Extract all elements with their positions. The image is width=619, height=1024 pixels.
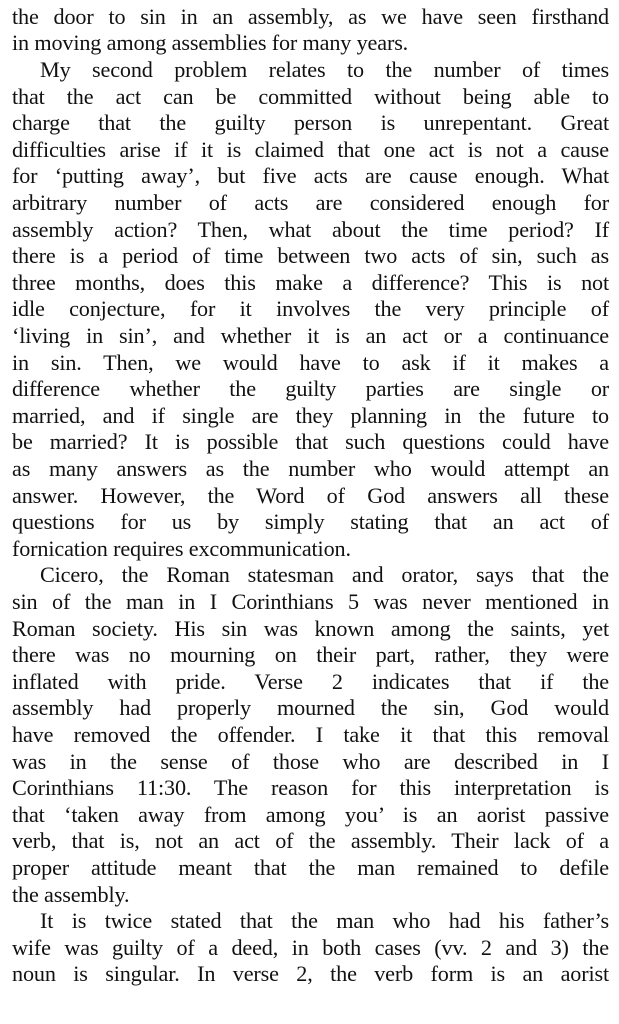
text-line: the assembly.: [12, 882, 130, 907]
text-line: fornication requires excommunication.: [12, 536, 351, 561]
text-line: charge that the guilty person is unrepentant. Great: [12, 110, 609, 135]
text-line: be married? It is possible that such questions could have: [12, 429, 609, 454]
paragraph-start-line: Cicero, the Roman statesman and orator, says that the: [40, 562, 609, 587]
text-line: wife was guilty of a deed, in both cases (vv. 2 and 3) the: [12, 935, 609, 960]
text-line: was in the sense of those who are described in I: [12, 749, 609, 774]
text-line: difficulties arise if it is claimed that one act is not a cause: [12, 137, 609, 162]
text-line: that the act can be committed without being able to: [12, 84, 609, 109]
text-line: assembly action? Then, what about the time period? If: [12, 217, 609, 242]
text-line: that ‘taken away from among you’ is an aorist passive: [12, 802, 609, 827]
text-line: ‘living in sin’, and whether it is an act or a continuance: [12, 323, 609, 348]
text-line: in sin. Then, we would have to ask if it makes a: [12, 350, 609, 375]
text-line: sin of the man in I Corinthians 5 was never mentioned in: [12, 589, 609, 614]
text-line: idle conjecture, for it involves the very principle of: [12, 296, 609, 321]
text-line: the door to sin in an assembly, as we have seen firsthand: [12, 4, 609, 29]
text-line: as many answers as the number who would attempt an: [12, 456, 609, 481]
text-line: married, and if single are they planning in the future to: [12, 403, 609, 428]
text-line: noun is singular. In verse 2, the verb form is an aorist: [12, 961, 609, 986]
text-line: assembly had properly mourned the sin, God would: [12, 695, 609, 720]
text-line: Roman society. His sin was known among the saints, yet: [12, 616, 609, 641]
paragraph-start-line: My second problem relates to the number of times: [40, 57, 609, 82]
text-line: Corinthians 11:30. The reason for this interpretation is: [12, 775, 609, 800]
text-line: inflated with pride. Verse 2 indicates that if the: [12, 669, 609, 694]
text-line: arbitrary number of acts are considered enough for: [12, 190, 609, 215]
text-line: verb, that is, not an act of the assembly. Their lack of a: [12, 828, 609, 853]
text-line: three months, does this make a difference? This is not: [12, 270, 609, 295]
text-line: have removed the offender. I take it that this removal: [12, 722, 609, 747]
text-line: in moving among assemblies for many years.: [12, 30, 409, 55]
paragraph-start-line: It is twice stated that the man who had his father’s: [40, 908, 609, 933]
text-line: for ‘putting away’, but five acts are cause enough. What: [12, 163, 609, 188]
text-line: proper attitude meant that the man remained to defile: [12, 855, 609, 880]
text-line: there was no mourning on their part, rather, they were: [12, 642, 609, 667]
text-line: difference whether the guilty parties are single or: [12, 376, 609, 401]
text-line: questions for us by simply stating that an act of: [12, 509, 609, 534]
text-line: there is a period of time between two acts of sin, such as: [12, 243, 609, 268]
text-line: answer. However, the Word of God answers all these: [12, 483, 609, 508]
